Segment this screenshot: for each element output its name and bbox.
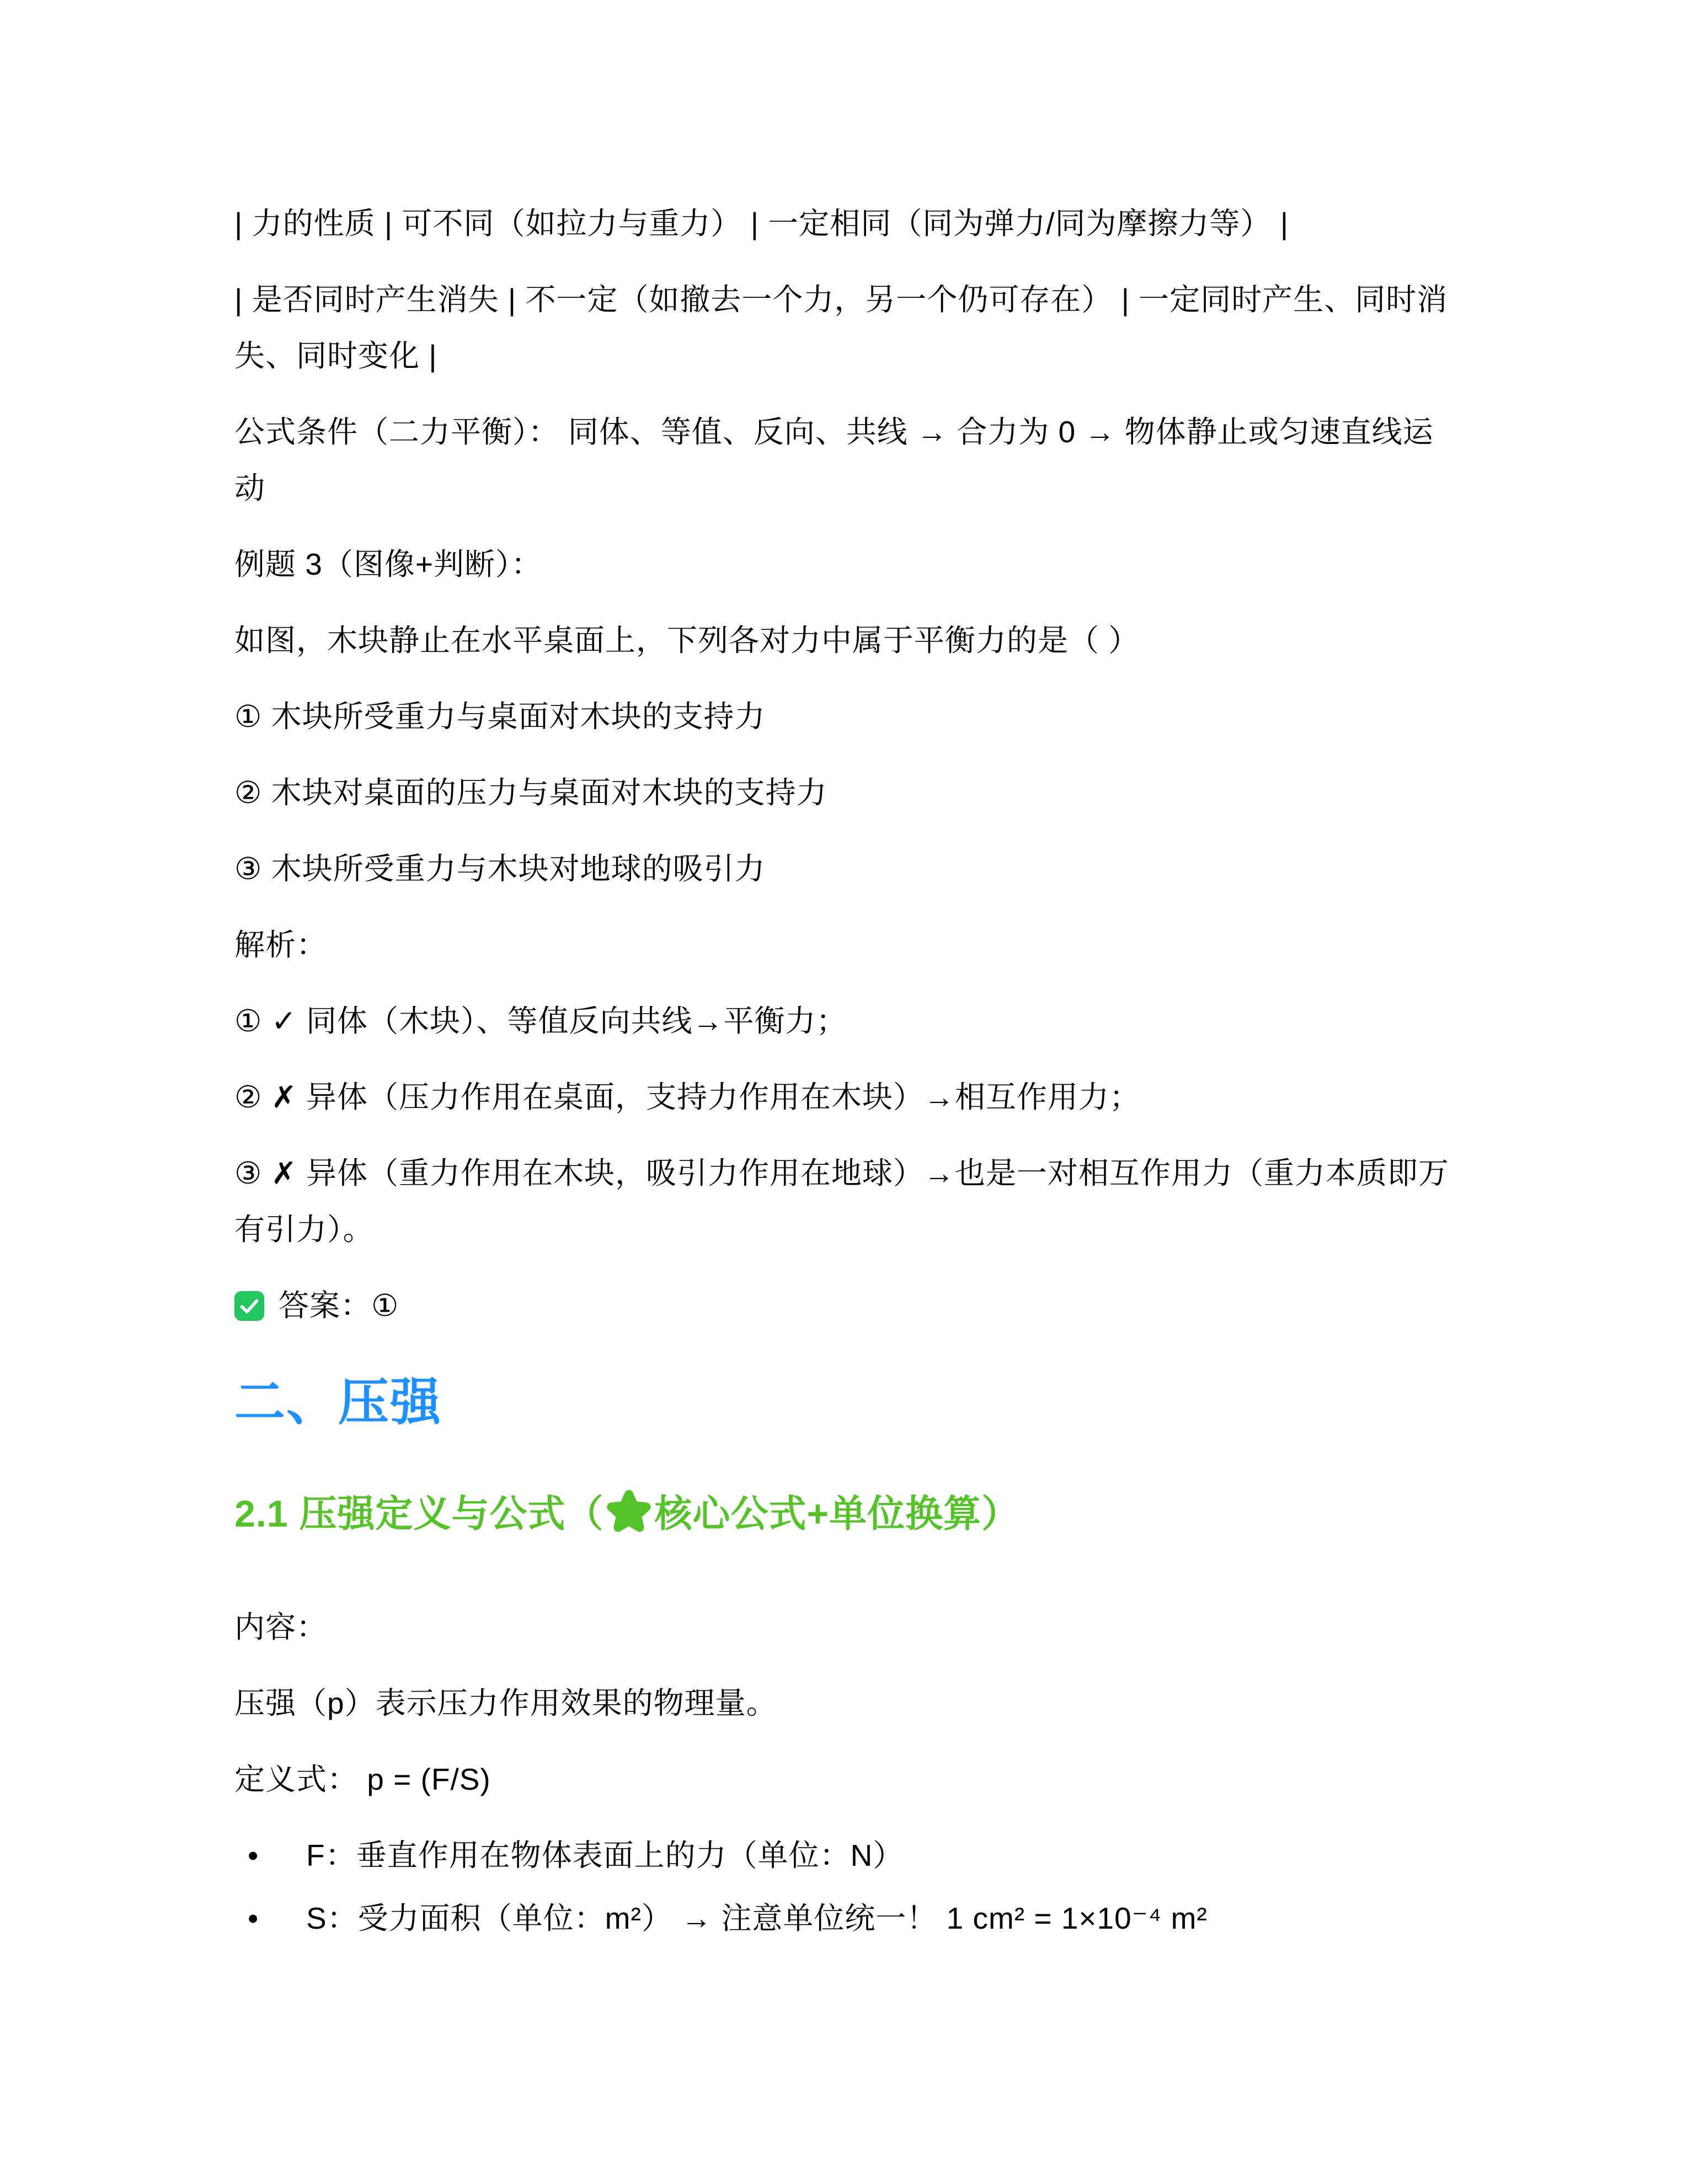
option-3: ③ 木块所受重力与木块对地球的吸引力: [234, 852, 766, 886]
analysis-item-3: ③ ✗ 异体（重力作用在木块，吸引力作用在地球）→也是一对相互作用力（重力本质即万有引力）。: [234, 1156, 1449, 1246]
answer-text: 答案：①: [279, 1288, 399, 1323]
checkmark-icon: [234, 1291, 264, 1321]
pressure-definition: 压强（p）表示压力作用效果的物理量。: [234, 1686, 777, 1720]
example3-question: 如图，木块静止在水平桌面上，下列各对力中属于平衡力的是（ ）: [234, 623, 1140, 657]
table-row-force-nature: | 力的性质 | 可不同（如拉力与重力） | 一定相同（同为弹力/同为摩擦力等） |: [234, 206, 1289, 240]
analysis-item-1: ① ✓ 同体（木块）、等值反向共线→平衡力；: [234, 1004, 847, 1038]
subsection-heading-suffix: 核心公式+单位换算）: [654, 1493, 1020, 1535]
answer-line: [234, 1277, 1454, 1334]
subsection-heading-2-1: [234, 1489, 1454, 1537]
option-1: ① 木块所受重力与桌面对木块的支持力: [234, 699, 766, 734]
analysis-label: 解析：: [234, 928, 328, 962]
subsection-heading-prefix: 2.1 压强定义与公式（: [234, 1493, 604, 1535]
section-heading-pressure: 二、压强: [234, 1374, 442, 1431]
definition-formula: 定义式： p = (F/S): [234, 1762, 491, 1796]
table-row-simultaneous: | 是否同时产生消失 | 不一定（如撤去一个力，另一个仍可存在） | 一定同时产生、同时消失、同时变化 |: [234, 282, 1448, 373]
list-item-force: • F：垂直作用在物体表面上的力（单位：N）: [306, 1827, 1454, 1883]
option-2: ② 木块对桌面的压力与桌面对木块的支持力: [234, 775, 827, 810]
list-item-area: • S：受力面积（单位：m²） → 注意单位统一！ 1 cm² = 1×10⁻⁴ m²: [306, 1890, 1454, 1946]
formula-condition-paragraph: 公式条件（二力平衡）： 同体、等值、反向、共线 → 合力为 0 → 物体静止或匀速直线运动: [234, 415, 1434, 505]
star-icon: [607, 1489, 651, 1533]
content-label: 内容：: [234, 1610, 328, 1644]
example3-title: 例题 3（图像+判断）：: [234, 547, 542, 581]
analysis-item-2: ② ✗ 异体（压力作用在桌面，支持力作用在木块）→相互作用力；: [234, 1080, 1140, 1114]
formula-variables-list: [234, 1827, 1454, 1946]
